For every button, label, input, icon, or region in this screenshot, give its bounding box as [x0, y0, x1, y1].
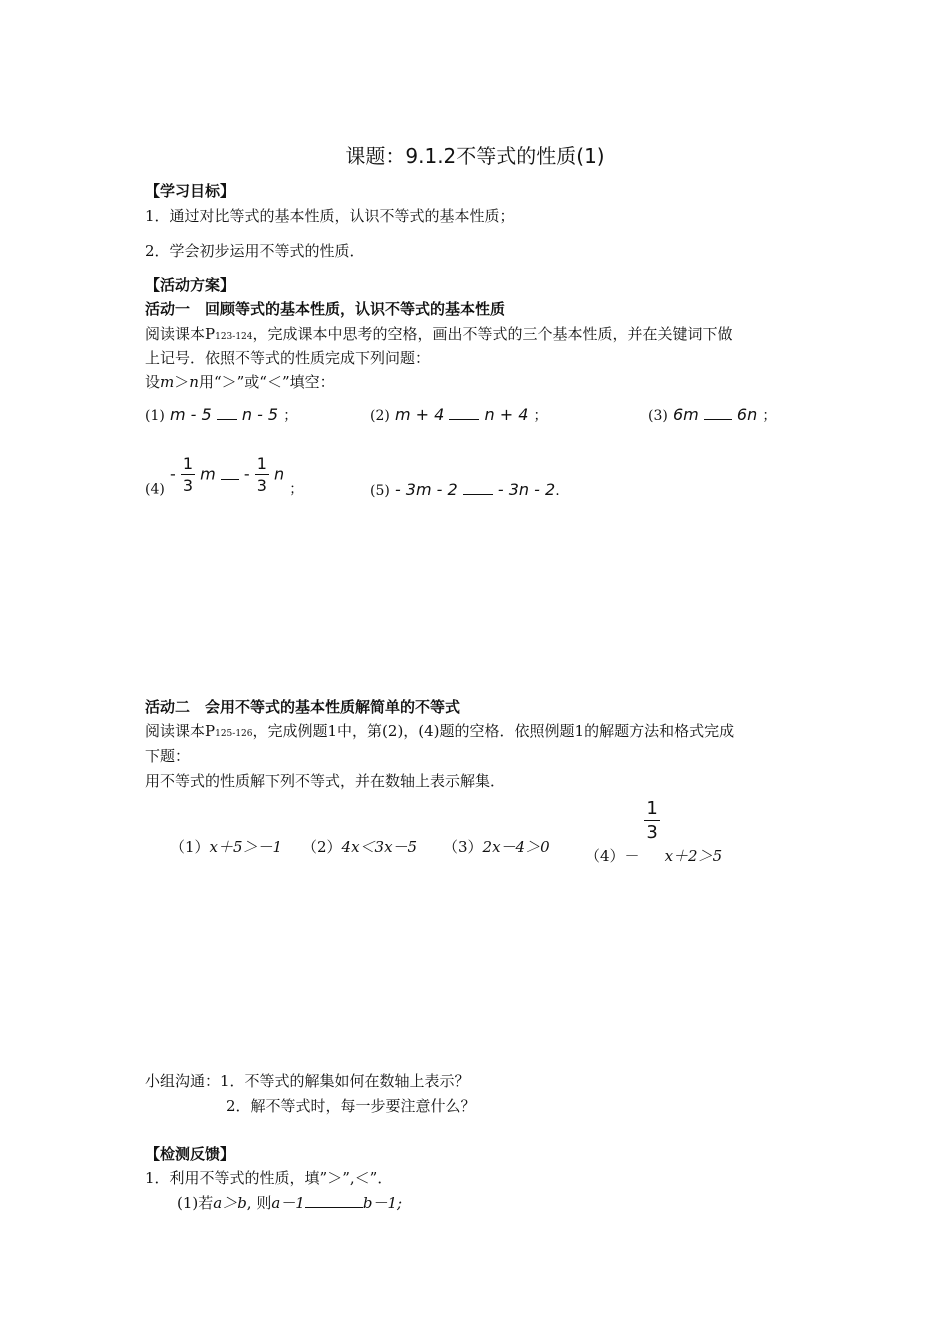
- reading-pages: 125-126: [215, 729, 253, 739]
- problem-4-semicolon: ；: [289, 481, 304, 498]
- activity2-heading: 活动二 会用不等式的基本性质解简单的不等式: [145, 698, 461, 716]
- inequality-2-expr: 4x＜3x－5: [341, 838, 418, 856]
- activity1-reading-line2: 上记号．依照不等式的性质完成下列问题：: [145, 349, 431, 367]
- problem-5-period: .: [555, 483, 560, 499]
- problem-1: [145, 405, 297, 425]
- activity1-setup: [145, 371, 335, 392]
- objective-item-2: 2．学会初步运用不等式的性质．: [145, 242, 365, 260]
- reading-prefix: 阅读课本P: [145, 722, 216, 740]
- problem-4-fraction-left: [181, 456, 195, 494]
- fraction-denominator: 3: [182, 476, 193, 495]
- problem-1-semicolon: ；: [283, 408, 298, 424]
- problem-3: [648, 405, 776, 425]
- activity1-reading-line1: [145, 323, 733, 344]
- setup-gt: ＞: [174, 373, 190, 391]
- group-label: 小组沟通：: [145, 1072, 221, 1090]
- problem-2-right: n + 4: [484, 405, 529, 424]
- problem-4-var-left: m: [200, 464, 216, 484]
- problem-1-left: m - 5: [169, 405, 212, 424]
- reading-pages: 123-124: [215, 332, 253, 342]
- fraction-numerator: 1: [646, 798, 658, 819]
- fraction-numerator: 1: [182, 454, 193, 473]
- group-item-1: [145, 1070, 470, 1091]
- problem-1-right: n - 5: [241, 405, 279, 424]
- problem-3-left: 6m: [672, 405, 699, 424]
- problem-3-semicolon: ；: [762, 408, 777, 424]
- inequality-4-label: （4）－: [585, 847, 640, 865]
- fraction-denominator: 3: [256, 476, 267, 495]
- problem-5-label: (5): [370, 483, 390, 499]
- activity2-instruction: 用不等式的性质解下列不等式，并在数轴上表示解集．: [145, 772, 506, 790]
- activity2-reading-line1: [145, 720, 734, 741]
- feedback-subitem-1: [177, 1192, 402, 1213]
- problem-4-label: (4): [145, 481, 165, 498]
- feedback-item-1: 1．利用不等式的性质，填”＞”,＜”．: [145, 1169, 393, 1187]
- inequality-2: [302, 836, 417, 857]
- problem-5-right: - 3n - 2: [497, 480, 556, 499]
- group-item-1-text: 1．不等式的解集如何在数轴上表示？: [220, 1072, 470, 1090]
- setup-suffix: 用“＞”或“＜”填空：: [198, 373, 335, 391]
- setup-var-n: n: [189, 373, 199, 391]
- subitem-right: b－1;: [362, 1194, 403, 1212]
- problem-2-semicolon: ；: [533, 408, 548, 424]
- subitem-left: a－1: [271, 1194, 305, 1212]
- problem-2-blank[interactable]: [449, 405, 479, 420]
- subitem-prefix: (1)若: [177, 1194, 214, 1212]
- subitem-mid: , 则: [246, 1194, 272, 1212]
- activity1-heading: 活动一 回顾等式的基本性质，认识不等式的基本性质: [145, 300, 506, 318]
- problem-4-fraction-right: [255, 456, 269, 494]
- inequality-3-expr: 2x－4＞0: [482, 838, 550, 856]
- inequality-4: [585, 800, 722, 866]
- problem-5-blank[interactable]: [463, 480, 493, 495]
- reading-suffix: ，完成例题1中，第(2)，(4)题的空格．依照例题1的解题方法和格式完成: [252, 722, 735, 740]
- group-item-2: 2．解不等式时，每一步要注意什么？: [226, 1097, 476, 1115]
- problem-1-label: (1): [145, 408, 165, 424]
- inequality-1-expr: x＋5＞－1: [209, 838, 283, 856]
- problem-2: [370, 405, 547, 425]
- problem-3-blank[interactable]: [704, 405, 732, 420]
- problem-4-mid-sign: -: [243, 464, 250, 484]
- inequality-3: [443, 836, 550, 857]
- activity2-reading-line2: 下题：: [145, 747, 191, 765]
- subitem-blank[interactable]: [305, 1193, 363, 1208]
- reading-prefix: 阅读课本P: [145, 325, 216, 343]
- objective-item-1: 1．通过对比等式的基本性质，认识不等式的基本性质；: [145, 207, 515, 225]
- plan-heading: 【活动方案】: [145, 276, 236, 294]
- objectives-heading: 【学习目标】: [145, 182, 236, 200]
- reading-suffix: ，完成课本中思考的空格，画出不等式的三个基本性质，并在关键词下做: [252, 325, 733, 343]
- fraction-numerator: 1: [256, 454, 267, 473]
- problem-3-label: (3): [648, 408, 668, 424]
- problem-5: [370, 480, 560, 499]
- setup-var-m: m: [160, 373, 175, 391]
- subitem-condition: a＞b: [213, 1194, 247, 1212]
- problem-1-blank[interactable]: [217, 405, 237, 420]
- problem-4-var-right: n: [274, 464, 285, 484]
- inequality-1: [170, 836, 282, 857]
- problem-5-left: - 3m - 2: [394, 480, 458, 499]
- problem-2-left: m + 4: [394, 405, 445, 424]
- problem-4: [145, 456, 303, 499]
- inequality-2-label: （2）: [302, 838, 342, 856]
- inequality-4-expr: x＋2＞5: [664, 847, 723, 865]
- setup-prefix: 设: [145, 373, 161, 391]
- problem-3-right: 6n: [736, 405, 758, 424]
- problem-4-sign: -: [169, 464, 176, 484]
- inequality-4-fraction: [644, 800, 659, 842]
- inequality-1-label: （1）: [170, 838, 210, 856]
- problem-4-blank[interactable]: [221, 465, 239, 480]
- problem-2-label: (2): [370, 408, 390, 424]
- fraction-denominator: 3: [646, 822, 658, 843]
- inequality-3-label: （3）: [443, 838, 483, 856]
- feedback-heading: 【检测反馈】: [145, 1145, 236, 1163]
- page-title: 课题：9.1.2不等式的性质(1): [345, 144, 605, 168]
